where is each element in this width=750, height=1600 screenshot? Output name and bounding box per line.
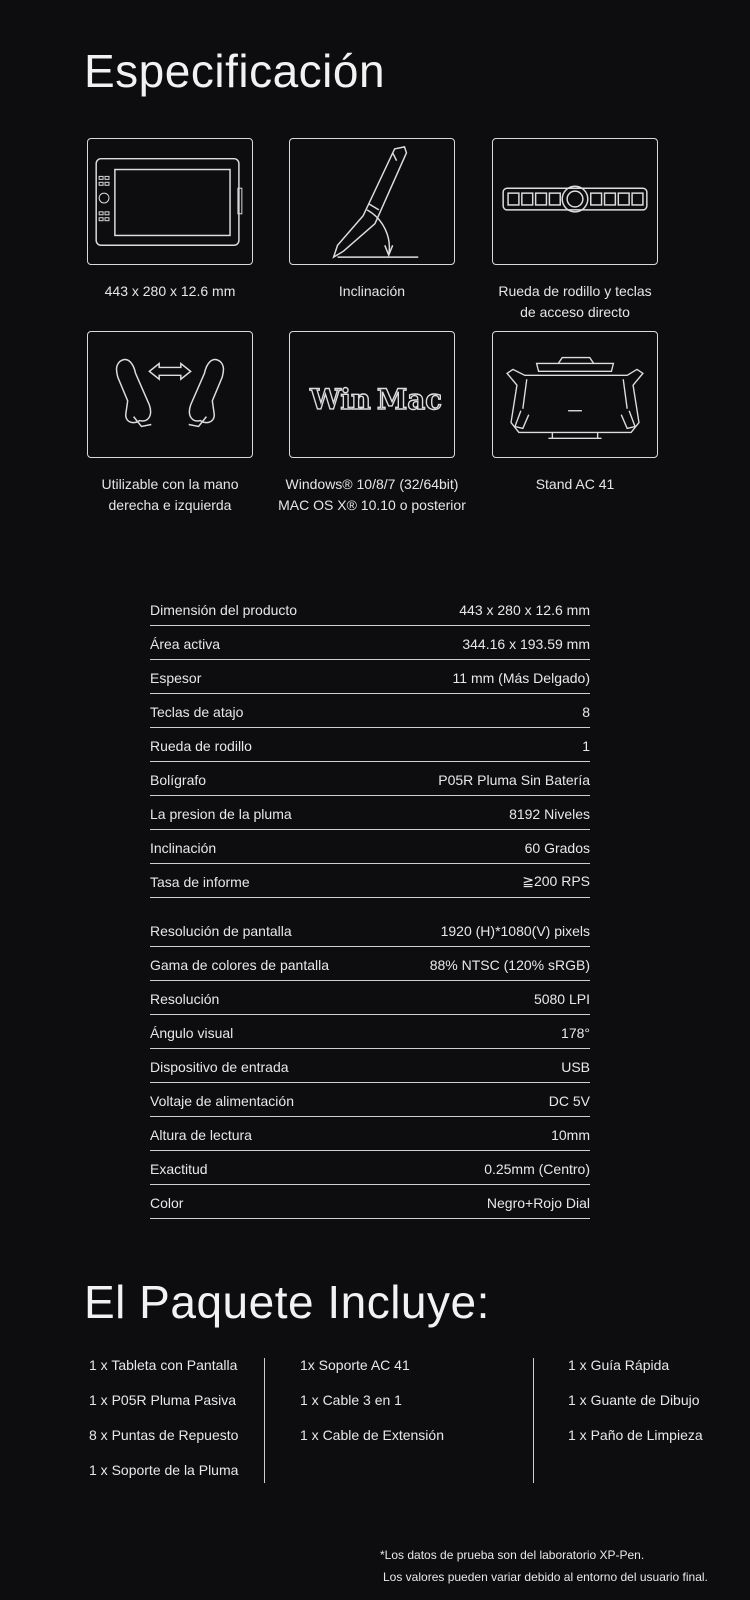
feature-os [272, 331, 472, 516]
package-item: 1x Soporte AC 41 [300, 1357, 410, 1373]
spec-table-general [150, 592, 590, 898]
spec-value: 1 [582, 737, 590, 754]
package-item: 1 x P05R Pluma Pasiva [89, 1392, 237, 1408]
feature-ambidextrous [70, 331, 270, 516]
page-title: Especificación [84, 45, 386, 97]
spec-row [150, 592, 590, 626]
package-item: 1 x Cable de Extensión [300, 1427, 444, 1443]
spec-label: Resolución de pantalla [150, 922, 292, 939]
tablet-icon [87, 138, 253, 265]
spec-value: 11 mm (Más Delgado) [452, 669, 590, 686]
spec-row [150, 864, 590, 898]
spec-label: Bolígrafo [150, 771, 207, 788]
spec-row [150, 830, 590, 864]
spec-label: Exactitud [150, 1160, 208, 1177]
spec-row [150, 1015, 590, 1049]
spec-row [150, 1049, 590, 1083]
feature-caption: derecha e izquierda [108, 497, 232, 513]
spec-row [150, 1185, 590, 1219]
spec-label: Teclas de atajo [150, 703, 244, 720]
spec-label: La presion de la pluma [150, 805, 292, 822]
spec-label: Tasa de informe [150, 873, 250, 890]
package-item: 1 x Tableta con Pantalla [89, 1357, 238, 1373]
spec-label: Resolución [150, 990, 220, 1007]
spec-row [150, 796, 590, 830]
spec-value: 1920 (H)*1080(V) pixels [440, 922, 590, 939]
feature-dimensions [70, 138, 270, 302]
feature-tilt [272, 138, 472, 302]
package-column-2 [300, 1355, 444, 1460]
spec-value: 8 [582, 703, 590, 720]
spec-row [150, 762, 590, 796]
spec-value: 178° [561, 1024, 590, 1041]
spec-row [150, 660, 590, 694]
feature-caption: Windows® 10/8/7 (32/64bit) [285, 476, 459, 492]
feature-stand [475, 331, 675, 495]
spec-label: Altura de lectura [150, 1126, 252, 1143]
spec-row [150, 728, 590, 762]
spec-label: Rueda de rodillo [150, 737, 252, 754]
column-divider [264, 1358, 265, 1483]
spec-row [150, 981, 590, 1015]
spec-label: Dimensión del producto [150, 601, 298, 618]
spec-value: 8192 Niveles [509, 805, 590, 822]
column-divider [533, 1358, 534, 1483]
spec-row [150, 913, 590, 947]
package-column-1 [89, 1355, 238, 1495]
package-item: 1 x Cable 3 en 1 [300, 1392, 402, 1408]
feature-caption: 443 x 280 x 12.6 mm [104, 283, 236, 299]
spec-label: Gama de colores de pantalla [150, 956, 329, 973]
pen-tilt-icon [289, 138, 455, 265]
package-item: 8 x Puntas de Repuesto [89, 1427, 239, 1443]
spec-row [150, 1151, 590, 1185]
footnote-line: Los valores pueden variar debido al entorno del usuario final. [383, 1570, 708, 1584]
win-label: Win [309, 383, 371, 416]
spec-value: ≧200 RPS [522, 873, 590, 889]
spec-row [150, 1117, 590, 1151]
spec-row [150, 694, 590, 728]
feature-caption: Inclinación [338, 283, 406, 299]
spec-label: Espesor [150, 669, 202, 686]
package-item: 1 x Paño de Limpieza [568, 1427, 703, 1443]
spec-table-display [150, 913, 590, 1219]
spec-value: USB [561, 1058, 590, 1075]
spec-label: Voltaje de alimentación [150, 1092, 294, 1109]
mac-label: Mac [376, 383, 443, 416]
package-item: 1 x Guía Rápida [568, 1357, 670, 1373]
footnote [380, 1544, 708, 1588]
spec-value: 443 x 280 x 12.6 mm [459, 601, 590, 618]
dial-keys-icon [492, 138, 658, 265]
win-mac-icon [289, 331, 455, 458]
feature-caption: Utilizable con la mano [101, 476, 239, 492]
spec-row [150, 626, 590, 660]
spec-value: P05R Pluma Sin Batería [438, 771, 590, 788]
spec-value: Negro+Rojo Dial [486, 1194, 590, 1211]
package-item: 1 x Soporte de la Pluma [89, 1462, 239, 1478]
spec-label: Color [150, 1194, 184, 1211]
feature-caption: Rueda de rodillo y teclas [498, 283, 652, 299]
stand-icon [492, 331, 658, 458]
spec-value: 10mm [551, 1126, 590, 1143]
spec-value: 344.16 x 193.59 mm [462, 635, 590, 652]
spec-value: 60 Grados [524, 839, 590, 856]
spec-label: Área activa [150, 635, 221, 652]
feature-caption: Stand AC 41 [535, 476, 615, 492]
footnote-line: *Los datos de prueba son del laboratorio XP-Pen. [380, 1548, 645, 1562]
feature-caption: de acceso directo [520, 304, 630, 320]
spec-value: 5080 LPI [533, 990, 590, 1007]
spec-label: Inclinación [150, 839, 217, 856]
package-item: 1 x Guante de Dibujo [568, 1392, 700, 1408]
spec-value: 0.25mm (Centro) [484, 1160, 590, 1177]
spec-value: DC 5V [548, 1092, 590, 1109]
hands-icon [87, 331, 253, 458]
spec-label: Dispositivo de entrada [150, 1058, 289, 1075]
spec-row [150, 947, 590, 981]
spec-label: Ángulo visual [150, 1024, 234, 1041]
feature-caption: MAC OS X® 10.10 o posterior [278, 497, 466, 513]
package-title: El Paquete Incluye: [84, 1276, 490, 1328]
feature-dial-keys [475, 138, 675, 323]
package-column-3 [568, 1355, 703, 1460]
spec-value: 88% NTSC (120% sRGB) [429, 956, 590, 973]
spec-row [150, 1083, 590, 1117]
